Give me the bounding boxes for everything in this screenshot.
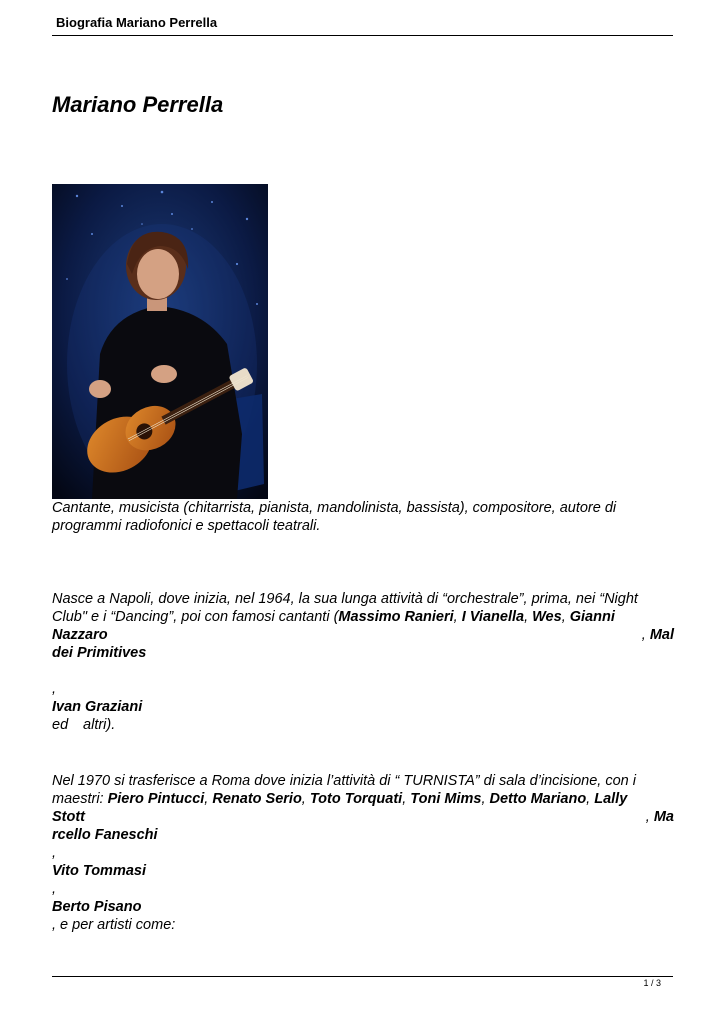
maestro-name: Stott xyxy=(52,809,86,825)
separator: , xyxy=(402,791,411,807)
intro-line-2: programmi radiofonici e spettacoli teatrali. xyxy=(52,518,321,534)
separator: , xyxy=(586,791,595,807)
artist-name: Massimo Ranieri xyxy=(338,609,454,625)
separator: , xyxy=(301,791,310,807)
rome-line-8 xyxy=(52,898,674,916)
separator: , xyxy=(641,627,650,643)
artist-name: Gianni xyxy=(569,609,615,625)
rome-line-6 xyxy=(52,862,674,880)
article-title: Mariano Perrella xyxy=(52,92,224,117)
maestro-name: Vito Tommasi xyxy=(52,863,146,879)
birth-line-2 xyxy=(52,608,674,626)
maestro-name: Ma xyxy=(653,809,674,825)
separator: , xyxy=(645,809,654,825)
rome-line-2 xyxy=(52,790,674,808)
rome-paragraph xyxy=(52,772,674,934)
footer-divider xyxy=(52,976,673,977)
birth-line-3 xyxy=(52,626,674,644)
birth-line-6 xyxy=(52,698,674,716)
maestro-name: Detto Mariano xyxy=(489,791,587,807)
header-divider xyxy=(52,35,673,36)
right-fragment xyxy=(642,626,674,644)
page-header-title: Biografia Mariano Perrella xyxy=(56,15,218,30)
artist-name: Ivan Graziani xyxy=(52,699,143,715)
page-number: 1 / 3 xyxy=(643,978,661,988)
rome-line-2-text: maestri: xyxy=(52,791,108,807)
blank-line xyxy=(52,662,674,680)
rome-line-7: , xyxy=(52,881,57,897)
intro-paragraph xyxy=(52,499,674,535)
separator: , xyxy=(453,609,462,625)
artist-photo xyxy=(52,184,268,499)
separator: , xyxy=(524,609,533,625)
birth-paragraph xyxy=(52,590,674,734)
birth-line-1: Nasce a Napoli, dove inizia, nel 1964, la sua lunga attività di “orchestrale”, prima, nei “Night xyxy=(52,591,638,607)
artist-name: I Vianella xyxy=(461,609,525,625)
artist-name: dei Primitives xyxy=(52,645,147,661)
rome-line-9: , e per artisti come: xyxy=(52,917,176,933)
right-fragment xyxy=(646,808,674,826)
rome-line-3 xyxy=(52,808,674,826)
maestro-name: Renato Serio xyxy=(212,791,302,807)
rome-line-1: Nel 1970 si trasferisce a Roma dove inizia l’attività di “ TURNISTA” di sala d’incisione, con i xyxy=(52,773,636,789)
maestro-name: Toto Torquati xyxy=(309,791,403,807)
separator: , xyxy=(204,791,213,807)
artist-name: Mal xyxy=(649,627,674,643)
artist-name: Nazzaro xyxy=(52,627,108,643)
rome-line-4 xyxy=(52,826,674,844)
maestro-name: Piero Pintucci xyxy=(107,791,205,807)
maestro-name: rcello Faneschi xyxy=(52,827,158,843)
separator: , xyxy=(481,791,490,807)
separator: , xyxy=(561,609,570,625)
birth-line-7: ed  altri). xyxy=(52,717,116,733)
artist-name: Wes xyxy=(532,609,562,625)
birth-line-4 xyxy=(52,644,674,662)
rome-line-5: , xyxy=(52,845,57,861)
intro-line-1: Cantante, musicista (chitarrista, pianista, mandolinista, bassista), compositore, autore di xyxy=(52,500,617,516)
birth-line-5: , xyxy=(52,681,57,697)
maestro-name: Lally xyxy=(594,791,628,807)
maestro-name: Berto Pisano xyxy=(52,899,142,915)
maestro-name: Toni Mims xyxy=(410,791,482,807)
birth-line-2-text: Club" e i “Dancing”, poi con famosi cantanti ( xyxy=(52,609,339,625)
